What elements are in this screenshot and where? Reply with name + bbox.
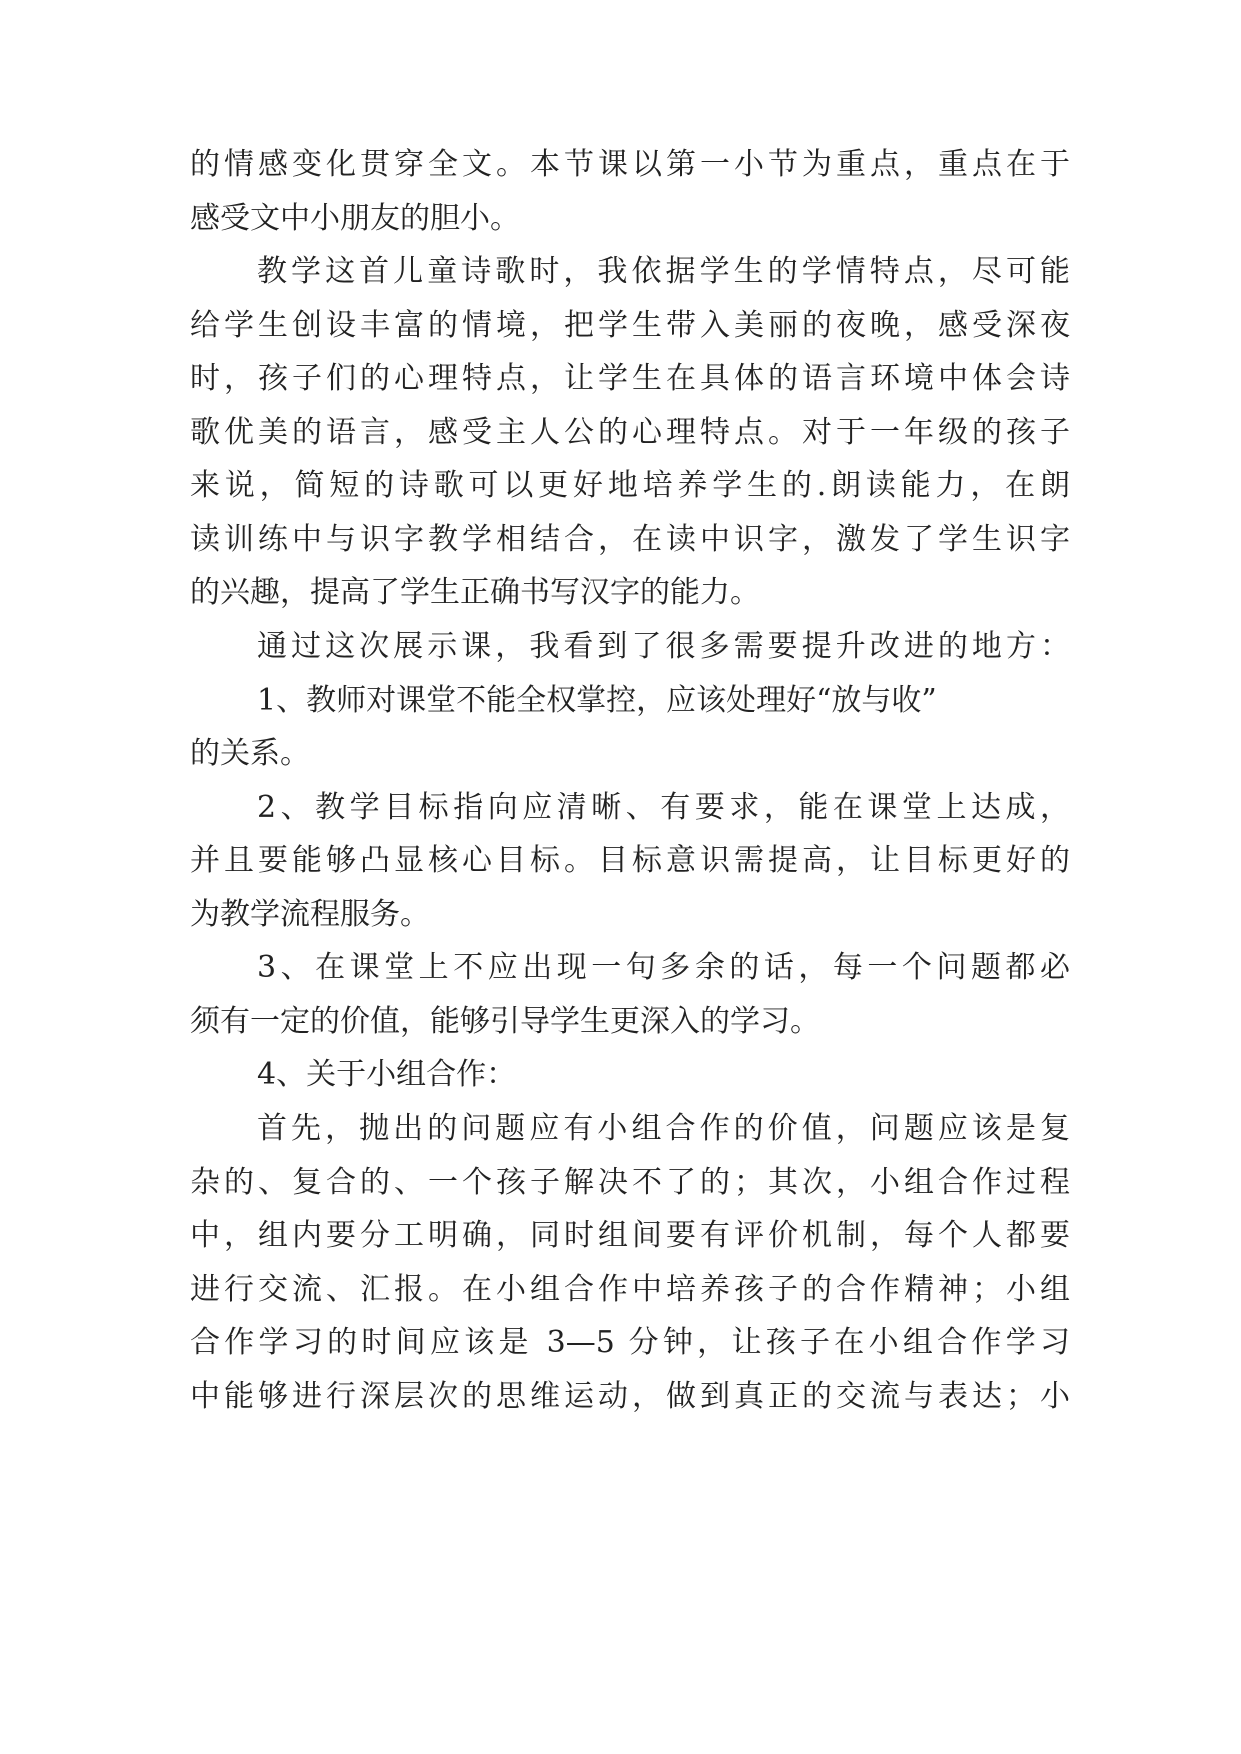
text-line: 的兴趣，提高了学生正确书写汉字的能力。 bbox=[190, 575, 760, 610]
text-line: 来说，简短的诗歌可以更好地培养学生的.朗读能力，在朗 bbox=[190, 468, 1070, 503]
text-line: 感受文中小朋友的胆小。 bbox=[190, 201, 520, 236]
text-line: 首先，抛出的问题应有小组合作的价值，问题应该是复 bbox=[257, 1111, 1070, 1146]
text-line: 须有一定的价值，能够引导学生更深入的学习。 bbox=[190, 1004, 820, 1039]
text-line: 教学这首儿童诗歌时，我依据学生的学情特点，尽可能 bbox=[257, 254, 1070, 289]
text-line: 3、在课堂上不应出现一句多余的话，每一个问题都必 bbox=[257, 950, 1070, 985]
text-line: 时，孩子们的心理特点，让学生在具体的语言环境中体会诗 bbox=[190, 361, 1070, 396]
text-line: 2、教学目标指向应清晰、有要求，能在课堂上达成， bbox=[257, 790, 1070, 825]
text-line: 中，组内要分工明确，同时组间要有评价机制，每个人都要 bbox=[190, 1218, 1070, 1253]
text-line: 4、关于小组合作： bbox=[257, 1057, 517, 1092]
text-line: 为教学流程服务。 bbox=[190, 897, 430, 932]
text-line: 合作学习的时间应该是 3—5 分钟，让孩子在小组合作学习 bbox=[190, 1325, 1070, 1360]
text-line: 歌优美的语言，感受主人公的心理特点。对于一年级的孩子 bbox=[190, 415, 1070, 450]
text-line: 通过这次展示课，我看到了很多需要提升改进的地方： bbox=[257, 629, 1070, 664]
text-line: 并且要能够凸显核心目标。目标意识需提高，让目标更好的 bbox=[190, 843, 1070, 878]
text-line: 给学生创设丰富的情境，把学生带入美丽的夜晚，感受深夜 bbox=[190, 308, 1070, 343]
text-line: 1、教师对课堂不能全权掌控，应该处理好“放与收” bbox=[257, 683, 937, 718]
text-line: 进行交流、汇报。在小组合作中培养孩子的合作精神；小组 bbox=[190, 1272, 1070, 1307]
text-line: 的关系。 bbox=[190, 736, 310, 771]
text-line: 杂的、复合的、一个孩子解决不了的；其次，小组合作过程 bbox=[190, 1165, 1070, 1200]
text-line: 中能够进行深层次的思维运动，做到真正的交流与表达；小 bbox=[190, 1379, 1070, 1414]
text-line: 的情感变化贯穿全文。本节课以第一小节为重点，重点在于 bbox=[190, 147, 1070, 182]
text-line: 读训练中与识字教学相结合，在读中识字，激发了学生识字 bbox=[190, 522, 1070, 557]
